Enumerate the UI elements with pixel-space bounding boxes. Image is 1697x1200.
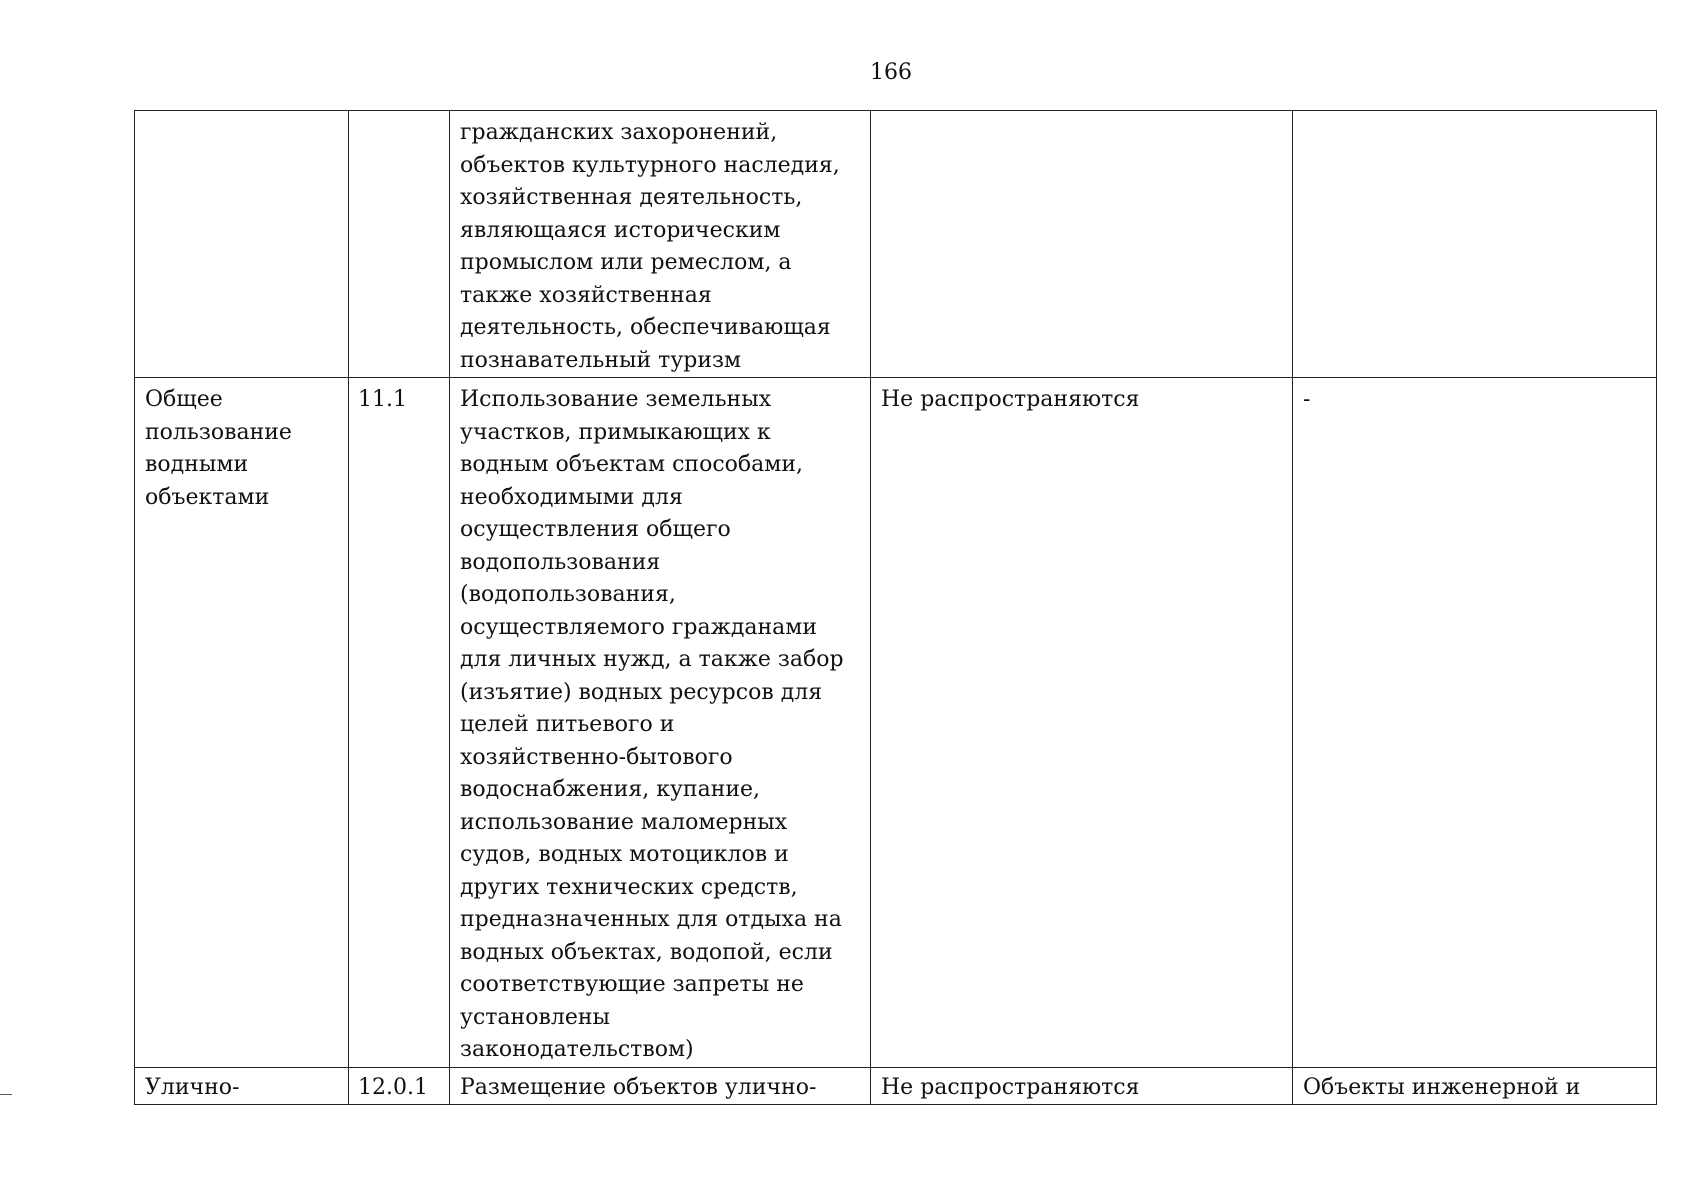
use-type-name: Общее пользование водными объектами bbox=[145, 387, 292, 510]
restrictions-cell bbox=[871, 111, 1293, 378]
objects-cell bbox=[1293, 111, 1657, 378]
margin-mark bbox=[0, 1094, 12, 1095]
use-type-description-cell bbox=[450, 111, 871, 378]
use-type-description: Размещение объектов улично- bbox=[460, 1074, 817, 1100]
use-type-code-cell bbox=[349, 1067, 450, 1105]
use-type-description: гражданских захоронений, объектов культурного наследия, хозяйственная деятельность, являющаяся историческим промыслом или ремеслом, а также хозяйственная деятельность, обеспечивающая познавательный туризм bbox=[460, 120, 840, 373]
regulations-table bbox=[134, 110, 1657, 1105]
objects-text: - bbox=[1303, 387, 1311, 412]
use-type-name-cell bbox=[135, 1067, 349, 1105]
use-type-code: 12.0.1 bbox=[358, 1074, 428, 1100]
objects-text: Объекты инженерной и bbox=[1303, 1074, 1581, 1100]
restrictions-text: Не распространяются bbox=[881, 1074, 1140, 1100]
objects-cell bbox=[1293, 1067, 1657, 1105]
table-row bbox=[135, 1067, 1657, 1105]
use-type-code: 11.1 bbox=[358, 387, 407, 412]
use-type-name-cell bbox=[135, 111, 349, 378]
use-type-description-cell bbox=[450, 1067, 871, 1105]
use-type-code-cell bbox=[349, 378, 450, 1068]
restrictions-cell bbox=[871, 378, 1293, 1068]
restrictions-text: Не распространяются bbox=[881, 387, 1140, 412]
use-type-description-cell bbox=[450, 378, 871, 1068]
use-type-name-cell bbox=[135, 378, 349, 1068]
use-type-description: Использование земельных участков, примыкающих к водным объектам способами, необходимыми для осуществления общего водопользования (водопользования, осуществляемого гражданами для личных нужд, а также забор (изъятие) водных ресурсов для целей питьевого и хозяйственно-бытового водоснабжения, купание, использование маломерных судов, водных мотоциклов и других технических средств, предназначенных для отдыха на водных объектах, водопой, если соответствующие запреты не установлены законодательством) bbox=[460, 387, 844, 1062]
use-type-code-cell bbox=[349, 111, 450, 378]
table-row bbox=[135, 111, 1657, 378]
table-row bbox=[135, 378, 1657, 1068]
page-number: 166 bbox=[870, 60, 912, 85]
objects-cell bbox=[1293, 378, 1657, 1068]
use-type-name: Улично- bbox=[145, 1074, 240, 1100]
restrictions-cell bbox=[871, 1067, 1293, 1105]
